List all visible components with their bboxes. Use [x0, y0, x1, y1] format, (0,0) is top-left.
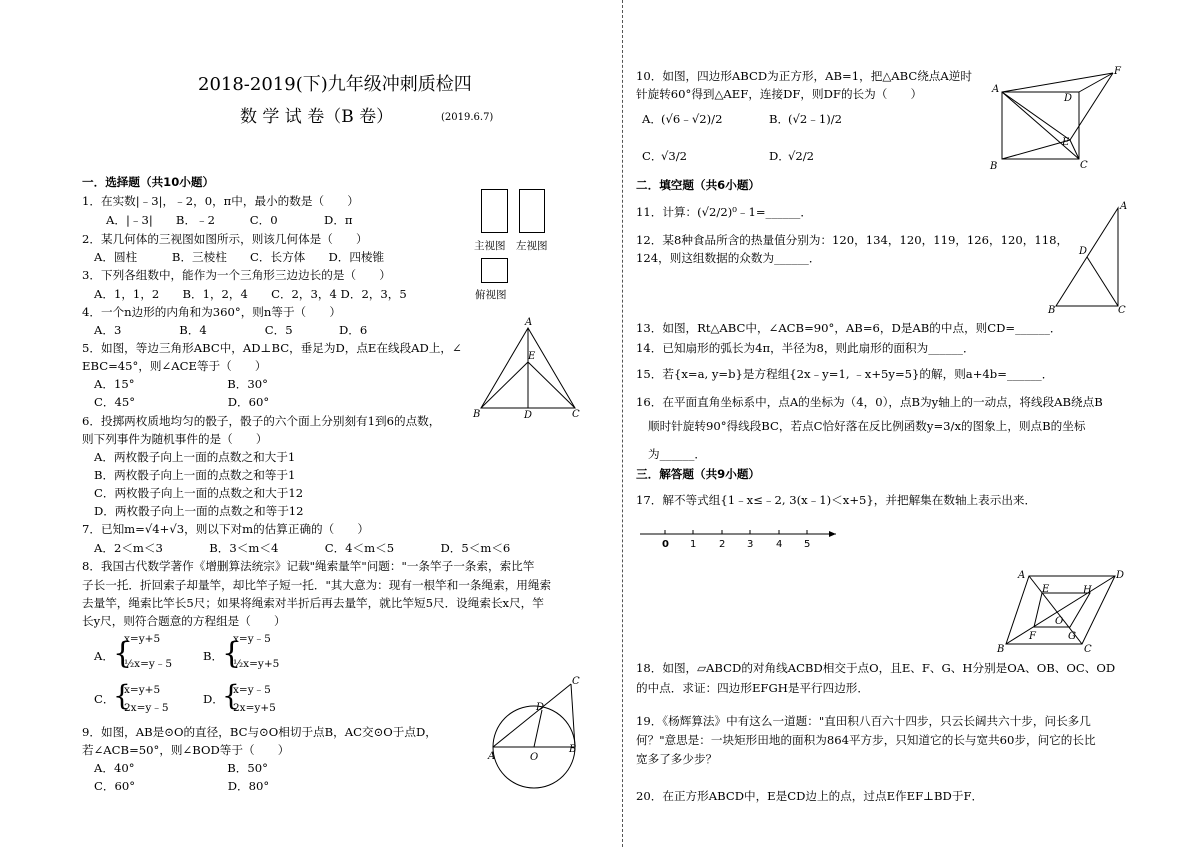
q10-cont: 针旋转60°得到△AEF，连接DF，则DF的长为（ ）: [636, 87, 923, 101]
q4-options: A．3 B．4 C．5 D．6: [94, 323, 368, 337]
fig9-label-c: C: [572, 676, 580, 687]
q8-option-d-eq2: 2x=y+5: [233, 702, 276, 714]
q8-option-a-brace: {: [113, 636, 133, 671]
fig10-label-b: B: [990, 161, 998, 172]
fig9-label-o: O: [530, 752, 539, 763]
q1-options: A．|﹣3| B．﹣2 C．0 D．π: [106, 213, 353, 227]
q10-option-a-label: A．: [642, 112, 662, 126]
q8-option-b-eq2: ½x=y+5: [233, 658, 280, 670]
q19-cont: 何？"意思是：一块矩形田地的面积为864平方步，只知道它的长与宽共60步，问它的长比: [636, 733, 1096, 747]
q9-cont: 若∠ACB=50°，则∠BOD等于（ ）: [82, 743, 290, 757]
q8-option-c-eq1: x=y+5: [124, 684, 161, 696]
figure-q10-square: [986, 64, 1126, 176]
column-divider: [622, 0, 623, 847]
q8-option-a-eq2: ½x=y﹣5: [124, 658, 173, 670]
q6-option-b: B．两枚骰子向上一面的点数之和等于1: [94, 468, 296, 482]
fig18-label-b: B: [997, 644, 1005, 655]
q10-option-d-label: D．: [769, 149, 790, 163]
tick-5: 5: [804, 539, 811, 550]
q10-option-c: √3/2: [661, 149, 688, 163]
front-view-rect: [481, 189, 508, 233]
section-fill: 二．填空题（共6小题）: [636, 178, 761, 192]
q8-option-d-eq1: x=y﹣5: [233, 684, 271, 696]
q9-options-cd: C．60° D．80°: [94, 779, 270, 793]
q5-cont: EBC=45°，则∠ACE等于（ ）: [82, 359, 267, 373]
top-view-rect: [481, 258, 508, 283]
q18: 18．如图，▱ABCD的对角线ACBD相交于点O，且E、F、G、H分别是OA、OB、OC、OD: [636, 661, 1116, 675]
q3: 3．下列各组数中，能作为一个三角形三边边长的是（ ）: [82, 268, 391, 282]
fig5-label-e: E: [528, 351, 536, 362]
fig18-label-g: G: [1068, 631, 1076, 642]
q13: 13．如图，Rt△ABC中，∠ACB=90°，AB=6，D是AB的中点，则CD=______．: [636, 321, 1062, 335]
q12: 12．某8种食品所含的热量值分别为：120，134，120，119，126，120，118，: [636, 233, 1069, 247]
q8-option-a-eq1: x=y+5: [124, 633, 161, 645]
q16-end: 为______．: [648, 447, 706, 461]
q17: 17．解不等式组{1﹣x≤﹣2, 3(x﹣1)＜x+5}，并把解集在数轴上表示出来．: [636, 493, 1037, 507]
fig18-label-o: O: [1055, 616, 1064, 627]
q2-options: A．圆柱 B．三棱柱 C．长方体 D．四棱锥: [94, 250, 385, 264]
fig13-label-d: D: [1079, 246, 1088, 257]
q8-line1: 8．我国古代数学著作《增删算法统宗》记载"绳索量竿"问题："一条竿子一条索，索比竿: [82, 559, 535, 573]
fig9-label-b: B: [569, 744, 577, 755]
q2: 2．某几何体的三视图如图所示，则该几何体是（ ）: [82, 232, 368, 246]
q8-line3: 去量竿，绳索比竿长5尺；如果将绳索对半折后再去量竿，就比竿短5尺．设绳索长x尺，竿: [82, 596, 544, 610]
q8-option-d-label: D．: [203, 692, 224, 706]
q8-option-d-brace: {: [222, 679, 240, 712]
section-choice: 一．选择题（共10小题）: [82, 175, 215, 189]
figure-q13-triangle: [1044, 200, 1134, 316]
q8-option-a-label: A．: [94, 649, 114, 663]
q9: 9．如图，AB是⊙O的直径，BC与⊙O相切于点B，AC交⊙O于点D，: [82, 725, 437, 739]
q19-end: 宽多了多少步？: [636, 752, 718, 766]
q14: 14．已知扇形的弧长为4π，半径为8，则此扇形的面积为______．: [636, 341, 975, 355]
left-view-label: 左视图: [516, 240, 548, 252]
q7-options: A．2＜m＜3 B．3＜m＜4 C．4＜m＜5 D．5＜m＜6: [94, 541, 511, 555]
tick-0: 0: [662, 539, 669, 550]
fig18-label-a: A: [1018, 570, 1026, 581]
q9-options-ab: A．40° B．50°: [94, 761, 268, 775]
q19: 19．《杨辉算法》中有这么一道题："直田积八百六十四步，只云长阔共六十步，问长多几: [636, 714, 1091, 728]
fig18-label-e: E: [1042, 584, 1050, 595]
q18-cont: 的中点．求证：四边形EFGH是平行四边形．: [636, 681, 869, 695]
q11: 11．计算：(√2/2)⁰﹣1=______．: [636, 205, 812, 219]
q8-option-b-brace: {: [222, 636, 242, 671]
fig18-label-f: F: [1029, 631, 1036, 642]
tick-2: 2: [719, 539, 726, 550]
fig5-label-d: D: [524, 410, 533, 421]
fig13-label-a: A: [1120, 201, 1128, 212]
q12-cont: 124，则这组数据的众数为______．: [636, 251, 821, 265]
figure-q5-triangle: [470, 314, 582, 420]
q10-option-b: (√2﹣1)/2: [788, 112, 843, 126]
tick-4: 4: [776, 539, 783, 550]
q8-option-c-brace: {: [113, 679, 131, 712]
fig5-label-c: C: [572, 409, 580, 420]
figure-q9-circle: [486, 674, 586, 798]
q6-option-c: C．两枚骰子向上一面的点数之和大于12: [94, 486, 304, 500]
q8-option-b-eq1: x=y﹣5: [233, 633, 271, 645]
q8-option-c-eq2: 2x=y﹣5: [124, 702, 169, 714]
q10: 10．如图，四边形ABCD为正方形，AB=1，把△ABC绕点A逆时: [636, 69, 972, 83]
q16: 16．在平面直角坐标系中，点A的坐标为（4，0），点B为y轴上的一动点，将线段AB绕点B: [636, 395, 1103, 409]
q6-cont: 则下列事件为随机事件的是（ ）: [82, 432, 268, 446]
section-solve: 三．解答题（共9小题）: [636, 467, 761, 481]
tick-3: 3: [747, 539, 754, 550]
q6-option-a: A．两枚骰子向上一面的点数之和大于1: [94, 450, 296, 464]
q5-options-ab: A．15° B．30°: [94, 377, 268, 391]
q6: 6．投掷两枚质地均匀的骰子，骰子的六个面上分别刻有1到6的点数，: [82, 414, 441, 428]
q5: 5．如图，等边三角形ABC中，AD⊥BC，垂足为D，点E在线段AD上，∠: [82, 341, 462, 355]
fig10-label-c: C: [1080, 160, 1088, 171]
q10-option-c-label: C．: [642, 149, 663, 163]
q1: 1．在实数|﹣3|，﹣2，0，π中，最小的数是（ ）: [82, 194, 359, 208]
fig18-label-d: D: [1116, 570, 1125, 581]
fig18-label-c: C: [1084, 644, 1092, 655]
figure-q18-parallelogram: [992, 566, 1132, 656]
fig5-label-b: B: [473, 409, 481, 420]
q6-option-d: D．两枚骰子向上一面的点数之和等于12: [94, 504, 304, 518]
q16-cont: 顺时针旋转90°得线段BC，若点C恰好落在反比例函数y=3/x的图象上，则点B的坐标: [648, 419, 1086, 433]
fig13-label-b: B: [1048, 305, 1056, 316]
fig10-label-a: A: [992, 84, 1000, 95]
q10-option-b-label: B．: [769, 112, 790, 126]
q8-line4: 长y尺，则符合题意的方程组是（ ）: [82, 614, 286, 628]
q3-options: A．1，1，2 B．1，2，4 C．2，3，4 D．2，3，5: [94, 287, 407, 301]
q5-options-cd: C．45° D．60°: [94, 395, 270, 409]
fig9-label-a: A: [488, 751, 496, 762]
q8-option-c-label: C．: [94, 692, 115, 706]
front-view-label: 主视图: [474, 240, 506, 252]
exam-title: 2018-2019(下)九年级冲刺质检四: [198, 74, 472, 95]
q20: 20．在正方形ABCD中，E是CD边上的点，过点E作EF⊥BD于F．: [636, 789, 984, 803]
q10-option-d: √2/2: [788, 149, 815, 163]
exam-subtitle: 数 学 试 卷（B 卷）: [240, 107, 394, 127]
q10-option-a: (√6﹣√2)/2: [661, 112, 723, 126]
fig5-label-a: A: [525, 317, 533, 328]
q4: 4．一个n边形的内角和为360°，则n等于（ ）: [82, 305, 341, 319]
left-view-rect: [519, 189, 545, 233]
q7: 7．已知m=√4+√3，则以下对m的估算正确的（ ）: [82, 522, 370, 536]
fig10-label-e: E: [1062, 137, 1070, 148]
exam-date: (2019.6.7): [441, 112, 494, 123]
fig13-label-c: C: [1118, 305, 1126, 316]
q8-option-b-label: B．: [203, 649, 224, 663]
top-view-label: 俯视图: [475, 289, 507, 301]
tick-1: 1: [690, 539, 697, 550]
q15: 15．若{x=a, y=b}是方程组{2x﹣y=1, ﹣x+5y=5}的解，则a+4b=______．: [636, 367, 1054, 381]
fig18-label-h: H: [1083, 585, 1092, 596]
fig10-label-f: F: [1114, 66, 1121, 77]
fig9-label-d: D: [536, 702, 545, 713]
fig10-label-d: D: [1064, 93, 1073, 104]
number-line: [640, 522, 840, 552]
q8-line2: 子长一托．折回索子却量竿，却比竿子短一托．"其大意为：现有一根竿和一条绳索，用绳索: [82, 578, 552, 592]
